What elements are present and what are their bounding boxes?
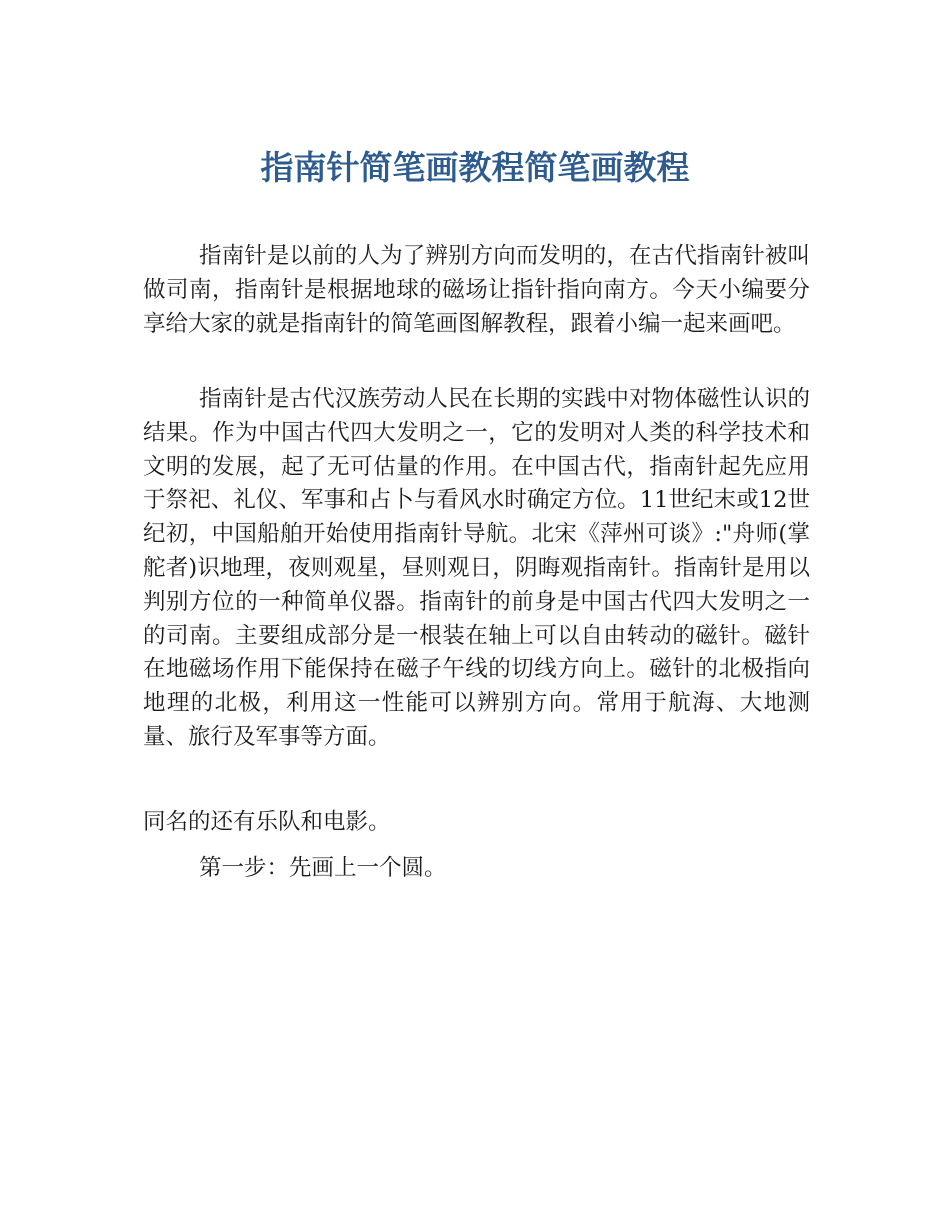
document-title: 指南针简笔画教程简笔画教程 [260, 148, 690, 187]
paragraph-step-one: 第一步：先画上一个圆。 [199, 855, 447, 881]
paragraph-same-name: 同名的还有乐队和电影。 [143, 809, 391, 835]
paragraph-history: 指南针是古代汉族劳动人民在长期的实践中对物体磁性认识的结果。作为中国古代四大发明之一，它的发明对人类的科学技术和文明的发展，起了无可估量的作用。在中国古代，指南针起先应用于祭祀、礼仪、军事和占卜与看风水时确定方位。11世纪末或12世纪初，中国船舶开始使用指南针导航。北宋《萍州可谈》:"舟师(掌舵者)识地理，夜则观星，昼则观日，阴晦观指南针。指南针是用以判别方位的一种简单仪器。指南针的前身是中国古代四大发明之一的司南。主要组成部分是一根装在轴上可以自由转动的磁针。磁针在地磁场作用下能保持在磁子午线的切线方向上。磁针的北极指向地理的北极，利用这一性能可以辨别方向。常用于航海、大地测量、旅行及军事等方面。 [143, 386, 810, 750]
paragraph-intro: 指南针是以前的人为了辨别方向而发明的，在古代指南针被叫做司南，指南针是根据地球的磁场让指针指向南方。今天小编要分享给大家的就是指南针的简笔画图解教程，跟着小编一起来画吧。 [143, 243, 810, 337]
